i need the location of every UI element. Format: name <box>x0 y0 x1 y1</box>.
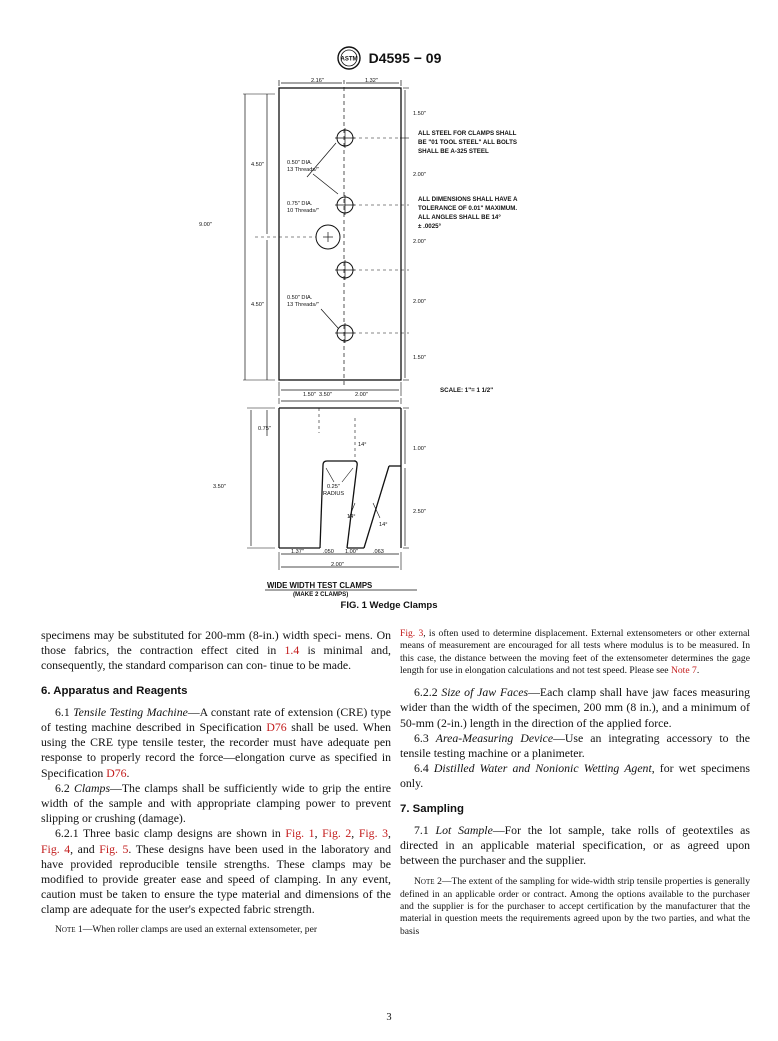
figure-caption: FIG. 1 Wedge Clamps <box>340 600 438 611</box>
svg-text:0.75": 0.75" <box>258 426 271 432</box>
svg-text:1.50": 1.50" <box>413 355 426 361</box>
svg-text:9.00": 9.00" <box>199 222 212 228</box>
svg-text:ALL DIMENSIONS SHALL HAVE A: ALL DIMENSIONS SHALL HAVE A <box>418 196 518 203</box>
para-6-3: 6.3 Area-Measuring Device—Use an integrating accessory to the tensile testing machine or a planimeter. <box>400 730 750 760</box>
note-1-continued: Fig. 3, is often used to determine displacement. External extensometers or other external means of measurement are encouraged for all tests where modulus is to be measured. In this case, the distance between the moving feet of the extensometer determines the gage length for use in elongation calculations and not test speed. Please see Note 7. <box>400 628 750 676</box>
svg-text:0.50" DIA.: 0.50" DIA. <box>287 160 313 166</box>
svg-text:1.00": 1.00" <box>413 446 426 452</box>
svg-text:10 Threads/": 10 Threads/" <box>287 208 319 214</box>
svg-text:ALL ANGLES SHALL BE 14°: ALL ANGLES SHALL BE 14° <box>418 214 501 221</box>
svg-text:14°: 14° <box>379 522 388 528</box>
svg-text:.063: .063 <box>373 549 384 555</box>
ref-fig-3-b[interactable]: Fig. 3 <box>400 628 424 639</box>
svg-text:14°: 14° <box>347 514 356 520</box>
svg-text:0.25": 0.25" <box>327 484 340 490</box>
section-7-heading: 7. Sampling <box>400 802 464 815</box>
right-column <box>400 628 750 938</box>
svg-text:14°: 14° <box>358 442 367 448</box>
svg-text:2.16": 2.16" <box>311 78 324 84</box>
paragraph-continued: specimens may be substituted for 200-mm (8-in.) width speci- mens. On those fabrics, the contraction effect cited in 1.4 is minimal and, consequently, the standard comparison can con- tinue to be made. <box>41 628 391 673</box>
svg-text:1.50": 1.50" <box>413 111 426 117</box>
para-6-2-2: 6.2.2 Size of Jaw Faces—Each clamp shall have jaw faces measuring wider than the width of the specimen, 200 mm (8 in.), and a minimum of 50-mm (2-in.) length in the direction of the applied force. <box>400 685 750 730</box>
ref-fig-2[interactable]: Fig. 2 <box>322 826 352 841</box>
svg-text:2.00": 2.00" <box>413 239 426 245</box>
svg-text:WIDE WIDTH TEST CLAMPS: WIDE WIDTH TEST CLAMPS <box>267 581 373 590</box>
svg-text:SHALL BE A-325 STEEL: SHALL BE A-325 STEEL <box>418 148 489 155</box>
svg-text:4.50": 4.50" <box>251 302 264 308</box>
svg-text:ASTM: ASTM <box>340 56 358 63</box>
svg-text:± .0025°: ± .0025° <box>418 223 442 230</box>
svg-text:2.00": 2.00" <box>413 299 426 305</box>
wedge-clamps-figure <box>195 78 595 598</box>
page-number: 3 <box>386 1012 392 1023</box>
note-2: Note 2—The extent of the sampling for wide-width strip tensile properties is generally defined in an applicable order or contract. Among the options available to the purchaser and the supplier is for the purchaser to accept certification by the manufacturer that the material in question meets the requirements agreed upon by the two parties, and what the basis <box>400 876 751 937</box>
para-7-1: 7.1 Lot Sample—For the lot sample, take rolls of geotextiles as directed in an applicable material specification, or as agreed upon between the purchaser and the supplier. <box>400 822 750 868</box>
ref-fig-3[interactable]: Fig. 3 <box>358 826 389 841</box>
ref-d76-2[interactable]: D76 <box>106 765 127 780</box>
svg-text:13 Threads/": 13 Threads/" <box>287 167 319 173</box>
svg-text:2.00": 2.00" <box>413 172 426 178</box>
svg-text:BE "01 TOOL STEEL" ALL BOLTS: BE "01 TOOL STEEL" ALL BOLTS <box>418 139 518 146</box>
svg-text:TOLERANCE OF 0.01" MAXIMUM.: TOLERANCE OF 0.01" MAXIMUM. <box>418 205 518 212</box>
svg-text:3.50": 3.50" <box>213 484 226 490</box>
svg-text:13 Threads/": 13 Threads/" <box>287 302 319 308</box>
standard-designation: D4595 − 09 <box>368 50 442 66</box>
ref-fig-5[interactable]: Fig. 5 <box>99 841 129 856</box>
section-6-heading: 6. Apparatus and Reagents <box>41 684 188 697</box>
astm-logo-icon <box>337 46 361 70</box>
para-6-2-1: 6.2.1 Three basic clamp designs are shown in Fig. 1, Fig. 2, Fig. 3, Fig. 4, and Fig. 5. These designs have been used in the laboratory and have provided reproducible tensile strengths. These clamps may be modified to provide greater ease and speed of clamping. In any event, caution must be taken to ensure the type material and dimensions of the clamp are adequate for the user's expected fabric strength. <box>41 826 391 917</box>
svg-text:RADIUS: RADIUS <box>323 491 345 497</box>
ref-note-7[interactable]: Note 7 <box>670 664 697 676</box>
svg-text:3.50": 3.50" <box>319 392 332 398</box>
svg-text:2.00": 2.00" <box>331 562 344 568</box>
ref-fig-4[interactable]: Fig. 4 <box>41 841 71 856</box>
para-6-1: 6.1 Tensile Testing Machine—A constant rate of extension (CRE) type of testing machine described in Specification D76 shall be used. When using the CRE type tensile tester, the recorder must have adequate pen response to properly record the force—elongation curve as specified in Specification D76. <box>41 704 391 780</box>
svg-text:.050: .050 <box>323 549 334 555</box>
ref-fig-1[interactable]: Fig. 1 <box>285 826 315 841</box>
ref-1-4[interactable]: 1.4 <box>284 643 300 658</box>
ref-d76[interactable]: D76 <box>266 720 287 735</box>
svg-text:0.75" DIA.: 0.75" DIA. <box>287 201 313 207</box>
page-header <box>0 46 778 70</box>
svg-text:1.50": 1.50" <box>303 392 316 398</box>
svg-text:2.00": 2.00" <box>355 392 368 398</box>
para-6-4: 6.4 Distilled Water and Nonionic Wetting Agent, for wet specimens only. <box>400 761 750 791</box>
left-column <box>41 628 391 936</box>
svg-text:SCALE: 1"= 1 1/2": SCALE: 1"= 1 1/2" <box>440 387 494 394</box>
svg-text:(MAKE 2 CLAMPS): (MAKE 2 CLAMPS) <box>293 591 349 598</box>
svg-text:0.50" DIA.: 0.50" DIA. <box>287 295 313 301</box>
svg-text:4.50": 4.50" <box>251 162 264 168</box>
svg-text:1.00": 1.00" <box>345 549 358 555</box>
para-6-2: 6.2 Clamps—The clamps shall be sufficiently wide to grip the entire width of the sample and with appropriate clamping power to prevent slipping or crushing (damage). <box>41 780 391 826</box>
note-1: Note 1—When roller clamps are used an external extensometer, per <box>55 923 318 935</box>
svg-text:1.37": 1.37" <box>291 549 304 555</box>
svg-text:1.32": 1.32" <box>365 78 378 84</box>
svg-text:ALL STEEL FOR CLAMPS SHALL: ALL STEEL FOR CLAMPS SHALL <box>418 130 517 137</box>
svg-text:2.50": 2.50" <box>413 509 426 515</box>
